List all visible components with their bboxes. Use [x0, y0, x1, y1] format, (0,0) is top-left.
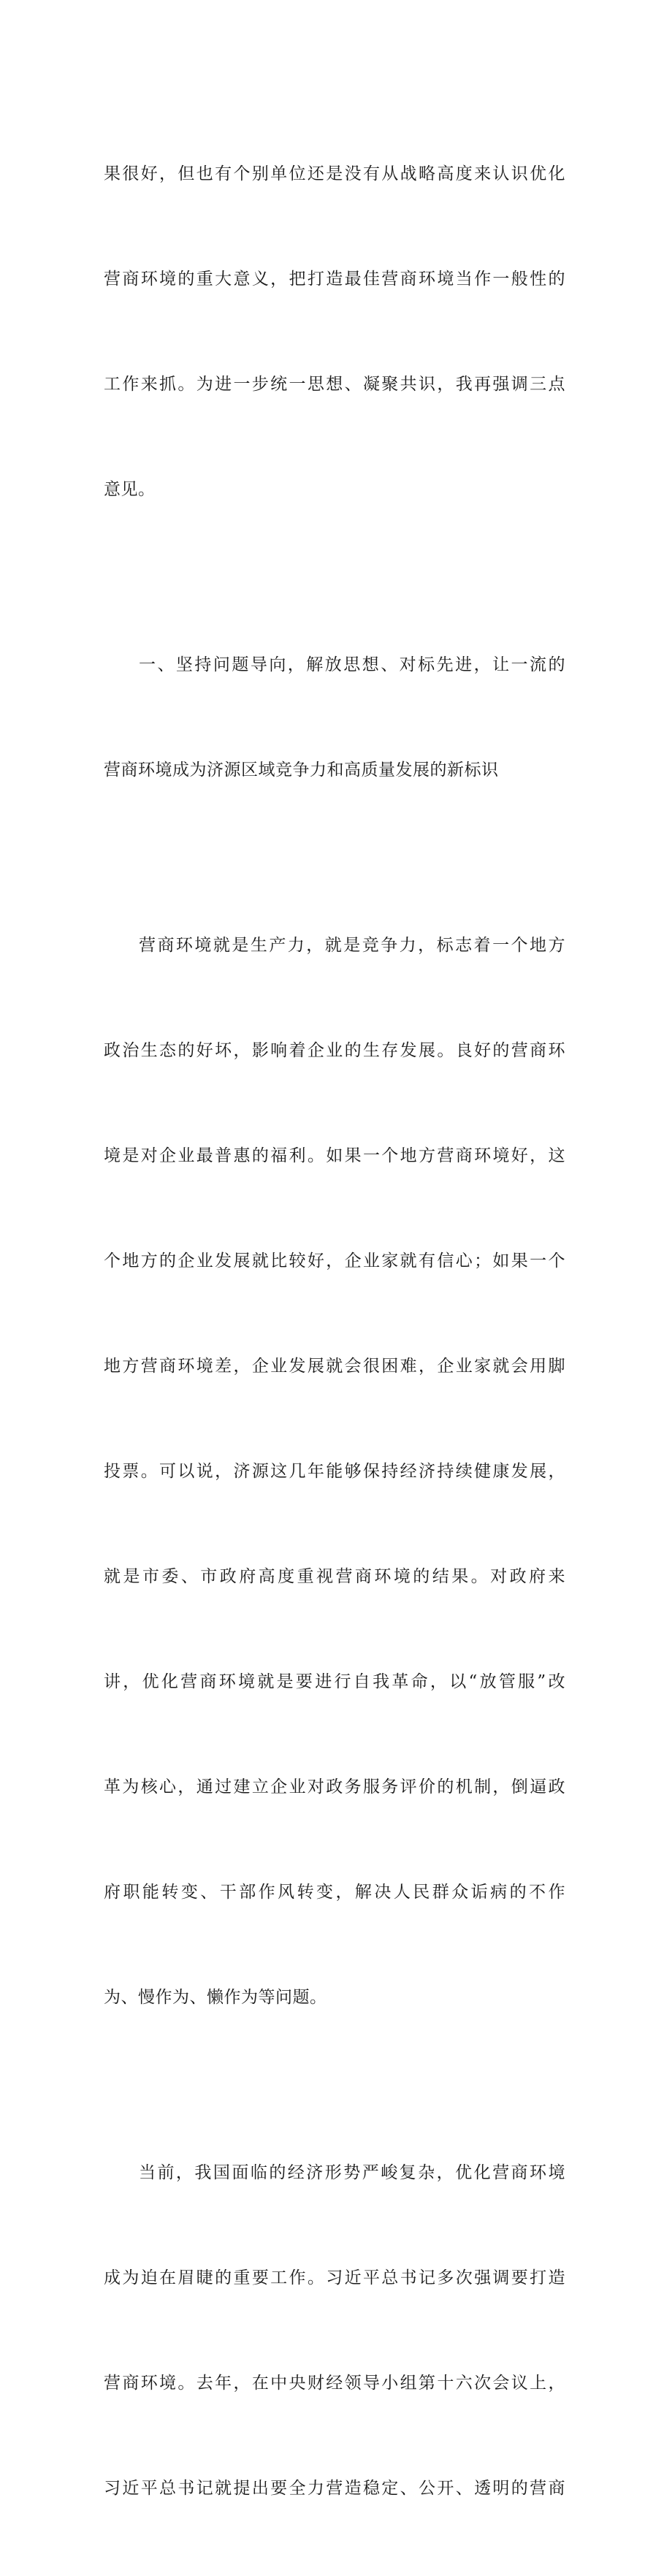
text-line: 个地方的企业发展就比较好，企业家就有信心；如果一个: [104, 1251, 565, 1270]
text-line: [104, 2155, 565, 2190]
text-line: 讲，优化营商环境就是要进行自我革命，以“放管服”改: [104, 1672, 565, 1691]
text-line: 营商环境的重大意义，把打造最佳营商环境当作一般性的: [104, 270, 565, 289]
text-line: 工作来抓。为进一步统一思想、凝聚共识，我再强调三点: [104, 375, 565, 394]
text-line: 意见。: [104, 480, 156, 499]
text-line: 营商环境。去年，在中央财经领导小组第十六次会议上，: [104, 2374, 565, 2393]
text-line: 习近平总书记就提出要全力营造稳定、公开、透明的营商: [104, 2479, 565, 2498]
first-line-text: 当前，我国面临的经济形势严峻复杂，优化营商环境: [137, 2163, 565, 2182]
text-line: 果很好，但也有个别单位还是没有从战略高度来认识优化: [104, 164, 565, 183]
text-line: 就是市委、市政府高度重视营商环境的结果。对政府来: [104, 1567, 565, 1586]
text-line: 境是对企业最普惠的福利。如果一个地方营商环境好，这: [104, 1146, 565, 1165]
text-line: 革为核心，通过建立企业对政务服务评价的机制，倒逼政: [104, 1777, 565, 1796]
text-line: 投票。可以说，济源这几年能够保持经济持续健康发展，: [104, 1462, 565, 1481]
paragraph-continuation: [104, 86, 565, 577]
text-line: 府职能转变、干部作风转变，解决人民群众诟病的不作: [104, 1883, 565, 1902]
first-line-text: 营商环境就是生产力，就是竞争力，标志着一个地方: [137, 936, 565, 955]
text-line: 营商环境成为济源区域竞争力和高质量发展的新标识: [104, 761, 499, 780]
text-line: 为、慢作为、懒作为等问题。: [104, 1988, 327, 2007]
document-body: [104, 86, 565, 2576]
text-line: [104, 647, 565, 682]
text-line: [104, 928, 565, 963]
text-line: 成为迫在眉睫的重要工作。习近平总书记多次强调要打造: [104, 2268, 565, 2287]
section-heading-1: [104, 577, 565, 858]
paragraph-current-situation: [104, 2085, 565, 2576]
text-line: 政治生态的好坏，影响着企业的生存发展。良好的营商环: [104, 1041, 565, 1060]
heading-line-text: 一、坚持问题导向，解放思想、对标先进，让一流的: [137, 655, 565, 674]
paragraph-business-environment: [104, 858, 565, 2085]
text-line: 地方营商环境差，企业发展就会很困难，企业家就会用脚: [104, 1357, 565, 1376]
